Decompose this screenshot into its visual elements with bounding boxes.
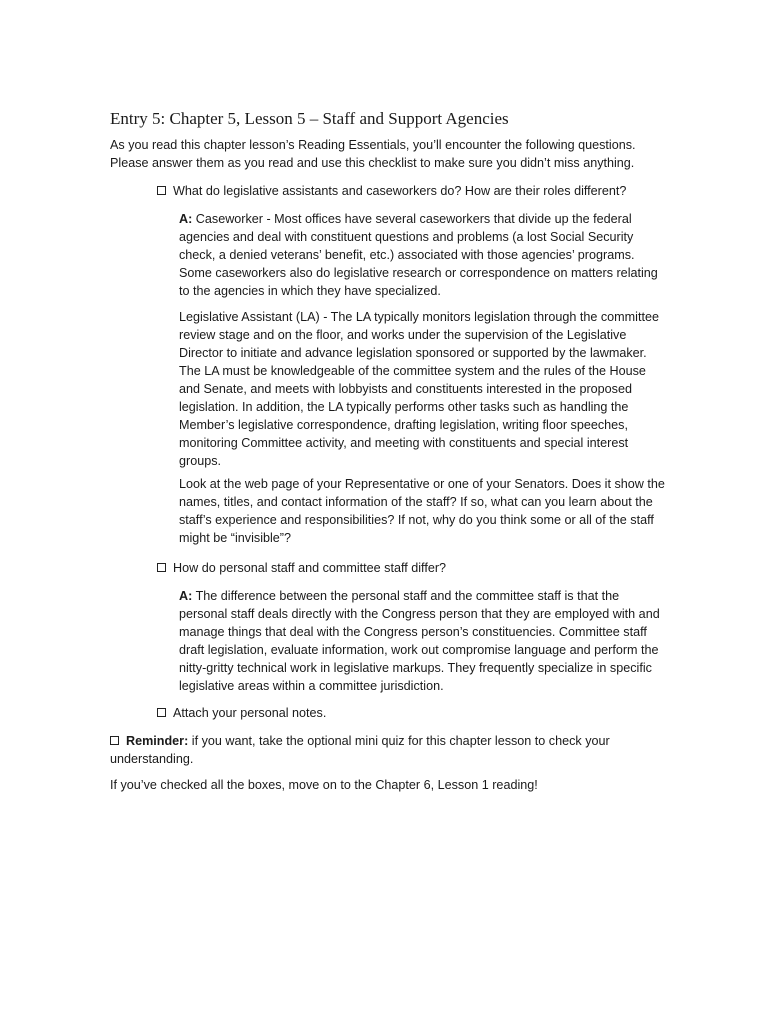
question-3-text: Attach your personal notes. (173, 706, 327, 720)
checkbox-question-2[interactable] (157, 563, 166, 572)
checkbox-question-3[interactable] (157, 708, 166, 717)
page-title: Entry 5: Chapter 5, Lesson 5 – Staff and Support Agencies (110, 109, 509, 128)
answer-2-paragraph (179, 587, 669, 695)
legislative-assistant-paragraph: Legislative Assistant (LA) - The LA typically monitors legislation through the committee review stage and on the floor, and works under the supervision of the Legislative Director to initiate and advance legislation sponsored or supported by the lawmaker. The LA must be knowledgeable of the committee system and the rules of the House and Senate, and meets with lobbyists and constituents interested in the proposed legislation. In addition, the LA typically performs other tasks such as handling the Member’s legislative correspondence, drafting legislation, writing floor speeches, monitoring Committee activity, and meeting with constituents and special interest groups. (179, 310, 659, 468)
question-3 (157, 704, 326, 722)
question-1 (157, 182, 626, 200)
question-2 (157, 559, 446, 577)
checkbox-reminder[interactable] (110, 736, 119, 745)
answer-2-text: The difference between the personal staff and the committee staff is that the personal staff deals directly with the Congress person that they are employed with and manage things that deal with the Congress person’s constituencies. Committee staff draft legislation, evaluate information, work out compromise language and perform the nitty-gritty technical work in legislative markups. They frequently specialize in specific legislative areas within a committee jurisdiction. (179, 589, 660, 693)
question-1-text: What do legislative assistants and caseworkers do? How are their roles different? (173, 184, 627, 198)
question-2-text: How do personal staff and committee staff differ? (173, 561, 447, 575)
reminder-paragraph (110, 732, 670, 768)
reminder-label: Reminder: (126, 734, 189, 748)
web-page-paragraph: Look at the web page of your Representative or one of your Senators. Does it show the names, titles, and contact information of the staff? If so, what can you learn about the staff’s experience and responsibilities? If not, why do you think some or all of the staff might be “invisible”? (179, 477, 665, 545)
checkbox-question-1[interactable] (157, 186, 166, 195)
answer-1-text: Caseworker - Most offices have several caseworkers that divide up the federal agencies and deal with constituent questions and problems (a lost Social Security check, a denied veterans’ benefit, etc.) associated with those agencies’ programs. Some caseworkers also do legislative research or correspondence on matters relating to the agencies in which they have specialized. (179, 212, 658, 298)
answer-1-paragraph (179, 210, 669, 300)
answer-2-label: A: (179, 589, 193, 603)
reminder-text: if you want, take the optional mini quiz for this chapter lesson to check your understanding. (110, 734, 610, 766)
answer-1-label: A: (179, 212, 193, 226)
intro-paragraph: As you read this chapter lesson’s Reading Essentials, you’ll encounter the following questions. Please answer them as you read and use this checklist to make sure you didn’t miss anything. (110, 138, 636, 170)
footer-paragraph: If you’ve checked all the boxes, move on to the Chapter 6, Lesson 1 reading! (110, 778, 538, 792)
